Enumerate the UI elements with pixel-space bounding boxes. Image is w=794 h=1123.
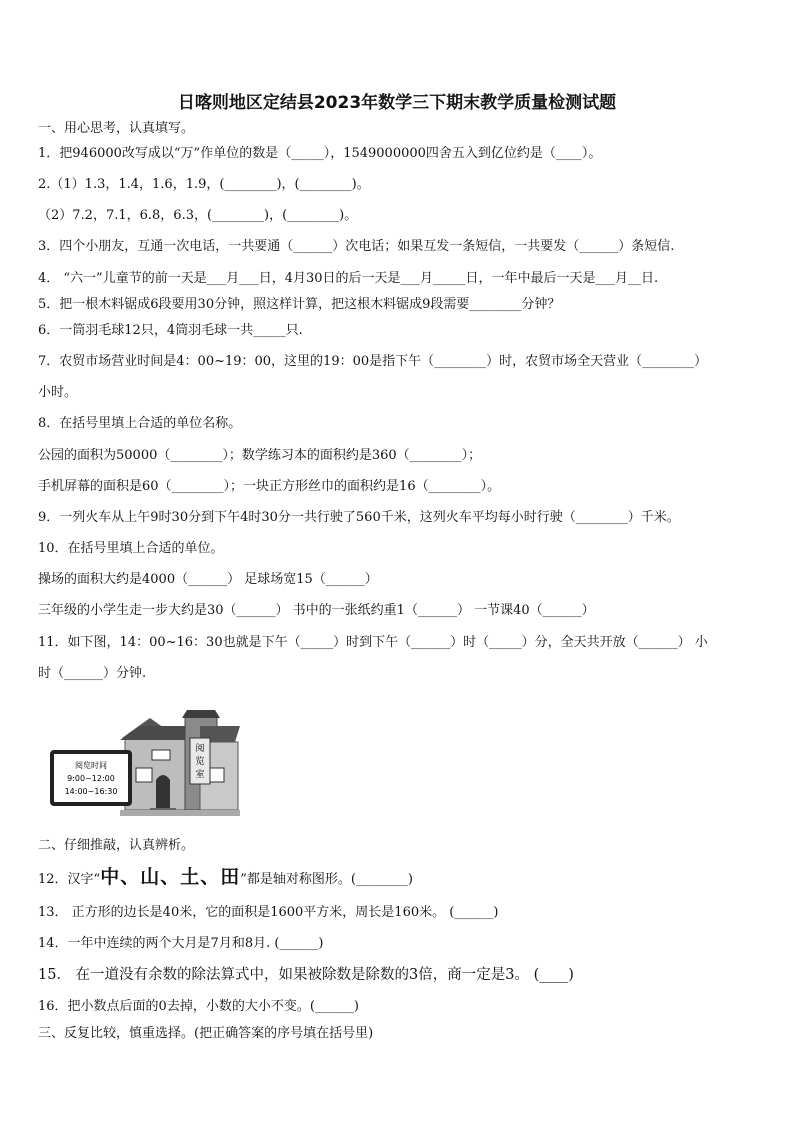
question-15: 15． 在一道没有余数的除法算式中，如果被除数是除数的3倍，商一定是3。 (____): [38, 967, 574, 983]
question-5: 5．把一根木料锯成6段要用30分钟，照这样计算，把这根木料锯成9段需要________分钟？: [38, 297, 561, 312]
section1-heading: 一、用心思考，认真填写。: [38, 121, 195, 136]
window-left: [136, 768, 152, 782]
board-title: 阅览时间: [75, 761, 107, 770]
question-12-characters: 中、山、土、田: [100, 866, 241, 888]
question-4: 4． “六一”儿童节的前一天是___月___日，4月30日的后一天是___月_____日，一年中最后一天是___月__日.: [38, 271, 659, 286]
sign-char-3: 室: [195, 770, 205, 780]
question-9: 9．一列火车从上午9时30分到下午4时30分一共行驶了560千米，这列火车平均每小时行驶（________）千米。: [38, 510, 680, 525]
question-8: 8．在括号里填上合适的单位名称。: [38, 416, 242, 431]
question-14: 14．一年中连续的两个大月是7月和8月. (______): [38, 936, 324, 951]
board-line-1: 9:00~12:00: [67, 774, 115, 783]
question-7b: 小时。: [38, 385, 78, 400]
question-7a: 7．农贸市场营业时间是4：00~19：00，这里的19：00是指下午（________）时，农贸市场全天营业（________）: [38, 354, 708, 369]
question-1: 1．把946000改写成以“万”作单位的数是（_____），1549000000四舍五入到亿位约是（____）。: [38, 146, 602, 161]
question-2b: （2）7.2，7.1，6.8，6.3，(________)，(________)。: [38, 208, 358, 223]
section3-heading: 三、反复比较，慎重选择。(把正确答案的序号填在括号里): [38, 1026, 374, 1041]
question-8a: 公园的面积为50000（________）；数学练习本的面积约是360（________）；: [38, 448, 482, 463]
question-8b: 手机屏幕的面积是60（________）；一块正方形丝巾的面积约是16（________）。: [38, 479, 501, 494]
question-11b: 时（______）分钟.: [38, 666, 147, 681]
question-12-prefix: 12．汉字“: [38, 872, 101, 887]
section2-heading: 二、仔细推敲，认真辨析。: [38, 838, 195, 853]
question-10: 10．在括号里填上合适的单位。: [38, 541, 224, 556]
question-10b: 三年级的小学生走一步大约是30（______） 书中的一张纸约重1（______） 一节课40（______）: [38, 603, 595, 618]
question-6: 6．一筒羽毛球12只，4筒羽毛球一共_____只.: [38, 323, 303, 338]
question-11a: 11．如下图，14：00~16：30也就是下午（_____）时到下午（______）时（_____）分，全天共开放（______） 小: [38, 635, 708, 650]
question-12-suffix: ”都是轴对称图形。(________): [240, 872, 414, 887]
question-13: 13． 正方形的边长是40米，它的面积是1600平方米，周长是160米。 (______): [38, 905, 499, 920]
question-3: 3．四个小朋友，互通一次电话，一共要通（______）次电话；如果互发一条短信，一共要发（______）条短信.: [38, 239, 675, 254]
page-title: 日喀则地区定结县2023年数学三下期末教学质量检测试题: [177, 93, 617, 113]
question-2a: 2.（1）1.3，1.4，1.6，1.9，(________)，(________)。: [38, 177, 370, 192]
board-line-2: 14:00~16:30: [64, 787, 118, 796]
question-10a: 操场的面积大约是4000（______） 足球场宽15（______）: [38, 572, 378, 587]
question-16: 16．把小数点后面的0去掉，小数的大小不变。(______): [38, 999, 359, 1014]
sign-char-2: 览: [195, 757, 205, 767]
sign-char-1: 阅: [195, 744, 205, 754]
question-12: [38, 868, 413, 889]
library-illustration: [50, 708, 240, 818]
